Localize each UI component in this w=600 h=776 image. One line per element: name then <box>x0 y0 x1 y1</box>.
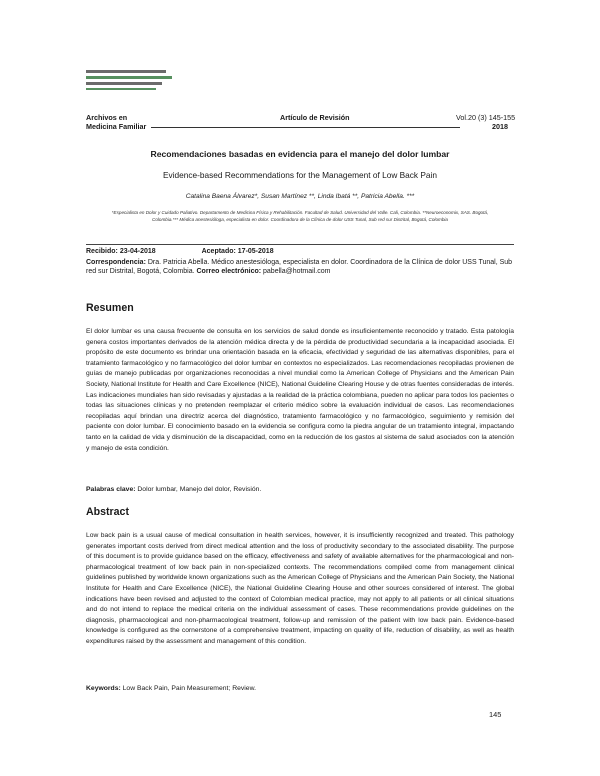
email-label: Correo electrónico: <box>196 268 262 276</box>
year: 2018 <box>492 122 508 131</box>
keywords-label: Keywords: <box>86 685 121 692</box>
affiliations: *Especialista en Dolor y Cuidado Paliativo. Departamento de Medicina Física y Rehabilitación. Facultad de Salud. Universidad del Valle. Cali, Colombia. **Neuroeconomix, SAS. Bogotá, Colombia.*** Médica anestesióloga, especialista en dolor. Coordinadora de la Clínica de dolor USS Tunal, Sub red sur Distrital, Bogotá, Colombia <box>111 210 489 222</box>
correspondence-text: Dra. Patricia Abella. Médico anestesióloga, especialista en dolor. Coordinadora de la Clínica de dolor USS Tunal, Sub red sur Distrital, Bogotá, Colombia. <box>86 259 513 276</box>
correspondence-label: Correspondencia: <box>86 259 146 266</box>
title-english: Evidence-based Recommendations for the Management of Low Back Pain <box>163 170 437 180</box>
resumen-section <box>86 302 134 314</box>
title-spanish: Recomendaciones basadas en evidencia para el manejo del dolor lumbar <box>150 149 450 159</box>
email-link[interactable]: pabella@hotmail.com <box>261 268 331 276</box>
article-type: Artículo de Revisión <box>280 113 350 122</box>
palabras-clave <box>86 486 261 493</box>
resumen-text: El dolor lumbar es una causa frecuente de consulta en los servicios de salud donde es insuficientemente reconocido y tratado. Esta patología genera costos importantes derivados de la atención médica directa y de la pérdida de productividad secundaria a la incapacidad asociada. El propósito de este documento es brindar una orientación basada en la eficacia, efectividad y seguridad de las alternativas disponibles, para el tratamiento farmacológico y no farmacológico del dolor lumbar en contextos no especializados. Las recomendaciones recopiladas provienen de guías de manejo publicadas por organizaciones reconocidas a nivel mundial como la American College of Physicians and the American Pain Society, National Institute for Health and Care Excellence (NICE), National Guideline Clearing House y de otras fuentes consideradas de interés. Las indicaciones mundiales han sido revisadas y ajustadas a la realidad de la práctica colombiana, pueden no aplicar para todos los pacientes o todas las situaciones clínicas y no pretenden reemplazar el criterio médico sobre la evaluación individual de casos. Las recomendaciones recopiladas aquí brindan una directriz acerca del diagnóstico, tratamiento farmacológico y no farmacológico, seguimiento y remisión del paciente con dolor lumbar. El conocimiento basado en la evidencia se configura como la piedra angular de un tratamiento integral, impactando tanto en la calidad de vida y disminución de la discapacidad, como en la reducción de los gastos al sistema de salud asociados con la atención y manejo de esta condición. <box>86 328 514 452</box>
keywords-text: Low Back Pain, Pain Measurement; Review. <box>120 685 256 692</box>
keywords <box>86 685 256 692</box>
header-rule <box>151 127 460 128</box>
journal-name-line2: Medicina Familiar <box>86 122 147 131</box>
abstract-heading: Abstract <box>86 506 129 518</box>
correspondence <box>86 258 514 277</box>
palabras-clave-label: Palabras clave: <box>86 486 136 493</box>
section-divider <box>86 244 514 245</box>
received-date: Recibido: 23-04-2018 <box>86 248 156 255</box>
abstract-text: Low back pain is a usual cause of medical consultation in health services, however, it is insufficiently recognized and treated. This pathology generates important costs derived from direct medical attention and the loss of productivity secondary to the associated disability. The purpose of this document is to provide guidance based on the efficacy, effectiveness and safety of available alternatives for the pharmacological and non-pharmacological treatment of low back pain in non-specialized contexts. The recommendations compiled come from management clinical guidelines published by worldwide known organizations such as the American College of Physicians and the American Pain Society, the National Institute for Health and Care Excellence (NICE), the National Guideline Clearing House and other sources considered of interest. The global indications have been revised and adjusted to the context of Colombian medical practice, may not apply to all patients or all clinical situations and do not intend to replace the medical criteria on the individual assessment of cases. These recommendations provide guidelines on the diagnosis, pharmacological and non-pharmacological treatment, follow-up and remission of the patient with low back pain. Evidence-based knowledge is configured as the cornerstone of a comprehensive treatment, impacting on quality of life, reduction of disability, as well as health expenditures raised by the assessment and management of this condition. <box>86 532 514 645</box>
dates <box>86 248 274 255</box>
palabras-clave-text: Dolor lumbar, Manejo del dolor, Revisión. <box>135 486 262 493</box>
authors: Catalina Baena Álvarez*, Susan Martínez **, Linda Ibatá **, Patricia Abella. *** <box>185 193 415 200</box>
resumen-heading: Resumen <box>86 302 134 314</box>
journal-logo <box>86 70 172 102</box>
journal-name-line1: Archivos en <box>86 113 128 122</box>
volume-info: Vol.20 (3) 145-155 <box>456 113 516 122</box>
page-number: 145 <box>489 710 502 719</box>
abstract-section <box>86 506 129 518</box>
accepted-date: Aceptado: 17-05-2018 <box>201 248 274 255</box>
